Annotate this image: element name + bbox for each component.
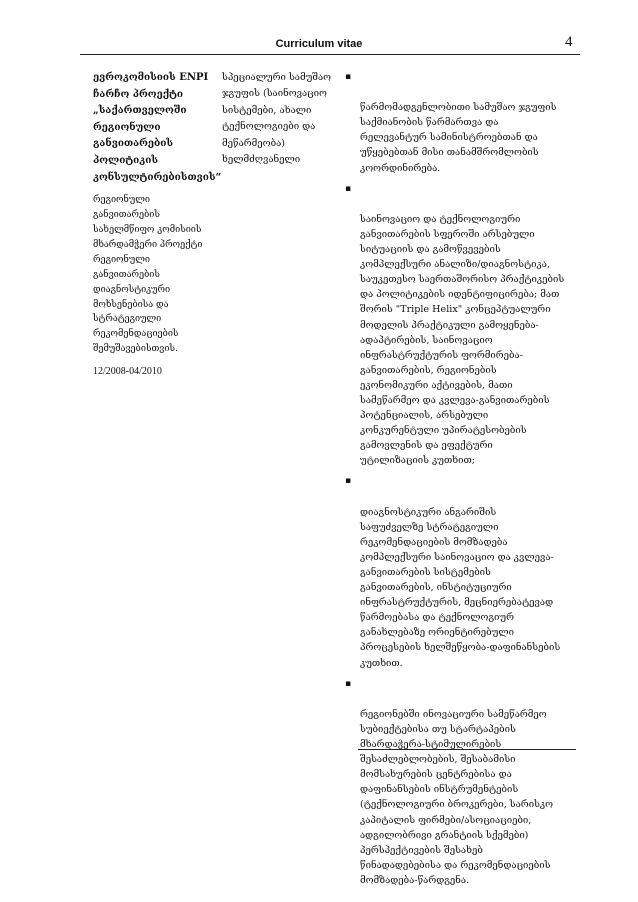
header-title: Curriculum vitae (275, 38, 363, 50)
list-item (345, 70, 585, 176)
bullet-text: დიაგნოსტიკური ანგარიშის საფუძველზე სტრატეგიული რეკომენდაციების მომზადება კომპლექსური საინოვაციო და კვლევა- განვითარების სისტემების განვითარების, ინსტიტუციური ინფრასტრუქტურის, მეცნიერებატევად წარმოებასა და ტექნოლოგიურ განახლებაზე ორიენტირებული პროცესების ხელშეწყობა-დაფინანსების კუთხით. (360, 506, 561, 669)
bullet-icon: ▪ (345, 183, 352, 194)
responsibilities-list (345, 70, 585, 894)
list-item (345, 182, 585, 469)
project-description: რეგიონული განვითარების სახელმწიფო კომისიის მხარდამჭერი პროექტი რეგიონული განვითარების დიაგნოსტიკური მოხსენებისა და სტრატეგიული რეკომენდაციების შემუშავებისთვის. (93, 195, 203, 355)
bullet-icon: ▪ (345, 72, 352, 82)
page-number: 4 (565, 34, 573, 50)
role-column: სპეციალური სამუშაო ჯგუფის (საინოვაციო სისტემები, ახალი ტექნოლოგიები და მეწარმეობა) ხელმძღვანელი (222, 72, 332, 166)
list-item (345, 677, 585, 888)
bullet-icon: ▪ (345, 476, 352, 487)
bullet-icon: ▪ (345, 678, 352, 689)
header-rule (80, 54, 580, 55)
bullet-text: რეგიონებში ინოვაციური სამეწარმეო სუბიექტებისა თუ სტარტაპების მხარდაჭერა-სტიმულირების შესაძლებლობების, შესაბამისი მომსახურების ცენტრებისა და დაფინანსების ინსტრუმენტების (ტექნოლოგიური ბროკერები, სარისკო კაპიტალის ფირმები/ასოციაციები, ადგილობრივი გრანტიის სქემები) პერსპექტივების შესახებ წინადადებებისა და რეკომენდაციების მომზადება-წარდგენა. (360, 708, 554, 886)
bullet-text: წარმომადგენლობითი სამუშაო ჯგუფის საქმიანობის წარმართვა და რელევანტურ სამინისტროებთან და უწყებებთან მისი თანამშრომლობის კოორდინირება. (360, 102, 557, 174)
project-dates: 12/2008-04/2010 (93, 366, 162, 378)
list-item (345, 474, 585, 670)
bullet-text: საინოვაციო და ტექნოლოგიური განვითარების სფეროში არსებული სიტუაციის და გამოწვევების კომპლექსური ანალიზი/დიაგნოსტიკა, საუკეთესო საერთაშორისო პრაქტიკების და პოლიტიკების იდენტიფიცირება; მათ შორის "Triple Helix" კონცეპტუალური მოდელის პრაქტიკული გამოყენება- ადაპტირების, საინოვაციო ინფრასტრუქტურის ფორმირება- განვითარების, რეგიონების ეკონომიკური აქტივების, მათი სამეწარმეო და კვლევა-განვითარების პოტენციალის, არსებული კონკურენტული უპირატესობების გამოვლენის და ეფექტური უტილიზაციის კუთხით; (360, 213, 565, 467)
project-title: ევროკომისიის ENPI ჩარჩო პროექტი „საქართველოში რეგიონული განვითარების პოლიტიკის კონსულტირებისთვის“ (93, 72, 222, 183)
left-column (93, 70, 222, 381)
bottom-rule (358, 749, 576, 750)
